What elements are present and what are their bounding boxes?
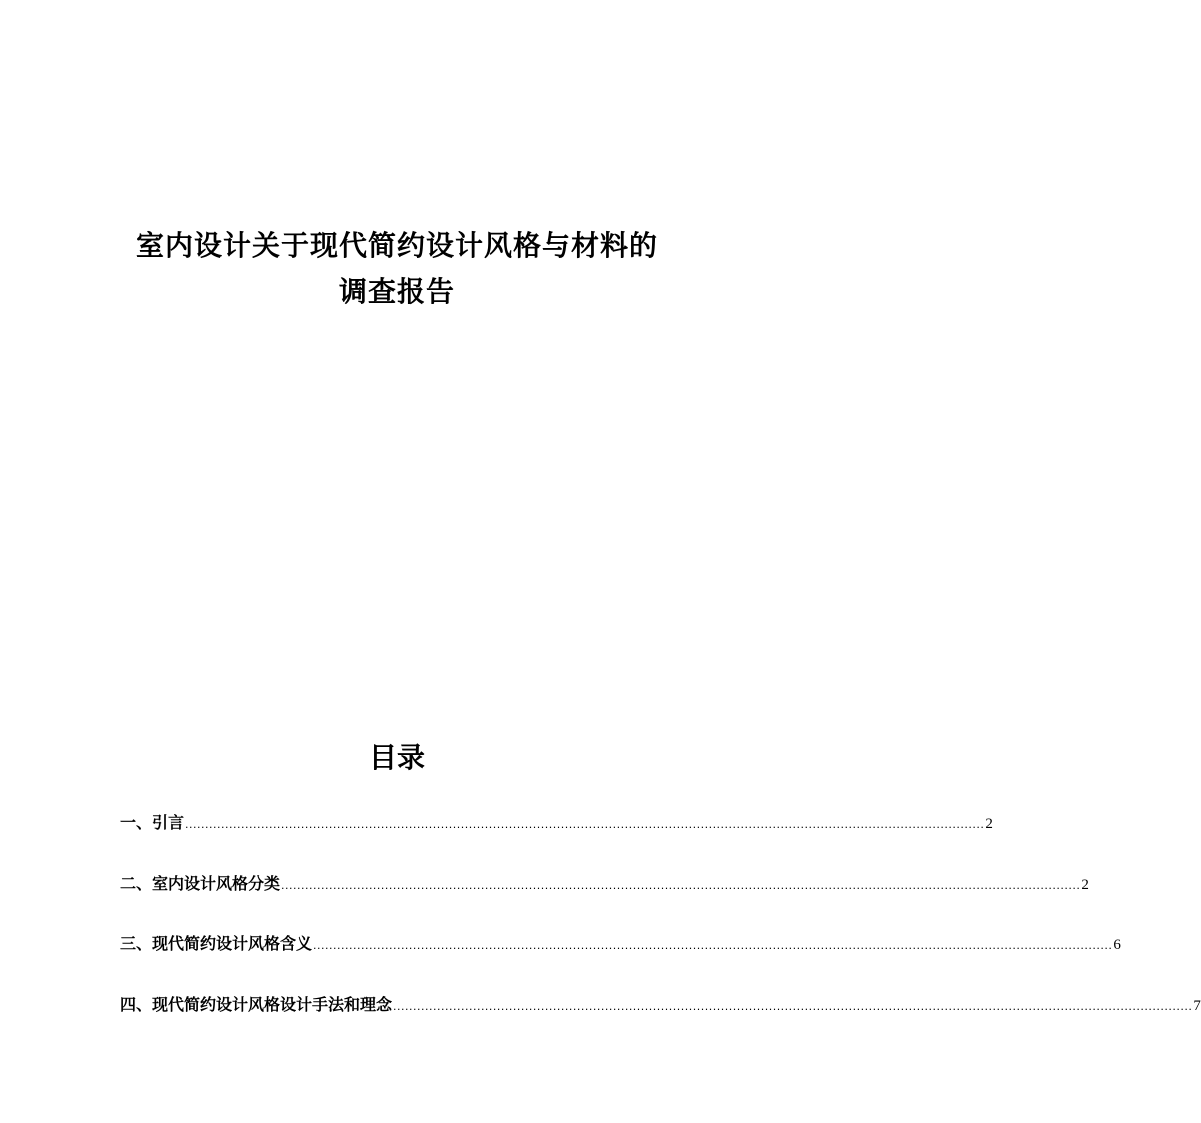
toc-dot-leader: ........................................................................................................................................................................................................ [393, 999, 1193, 1013]
toc-entry-minimalist-meaning[interactable] [120, 928, 1121, 959]
toc-entry-design-methods[interactable] [120, 989, 1201, 1020]
toc-dot-leader: ........................................................................................................................................................................................................ [313, 939, 1113, 952]
toc-dot-leader: ........................................................................................................................................................................................................ [185, 818, 985, 831]
toc-heading: 目录 [368, 741, 425, 774]
table-of-contents [120, 807, 1201, 1049]
toc-entry-label: 三、现代简约设计风格含义 [120, 934, 313, 953]
toc-page-number: 2 [1081, 876, 1089, 893]
toc-page-number: 6 [1113, 937, 1121, 953]
report-title [80, 223, 714, 315]
toc-page-number: 2 [985, 816, 993, 832]
report-title-line-1: 室内设计关于现代简约设计风格与材料的 [135, 229, 658, 262]
toc-entry-label: 一、引言 [120, 813, 185, 832]
report-title-line-2: 调查报告 [338, 275, 455, 308]
toc-entry-style-classification[interactable] [120, 868, 1089, 899]
toc-page-number: 7 [1193, 997, 1201, 1014]
toc-entry-label: 二、室内设计风格分类 [120, 873, 281, 893]
toc-entry-introduction[interactable] [120, 807, 993, 838]
toc-entry-label: 四、现代简约设计风格设计手法和理念 [120, 994, 393, 1014]
toc-dot-leader: ........................................................................................................................................................................................................ [281, 878, 1081, 892]
